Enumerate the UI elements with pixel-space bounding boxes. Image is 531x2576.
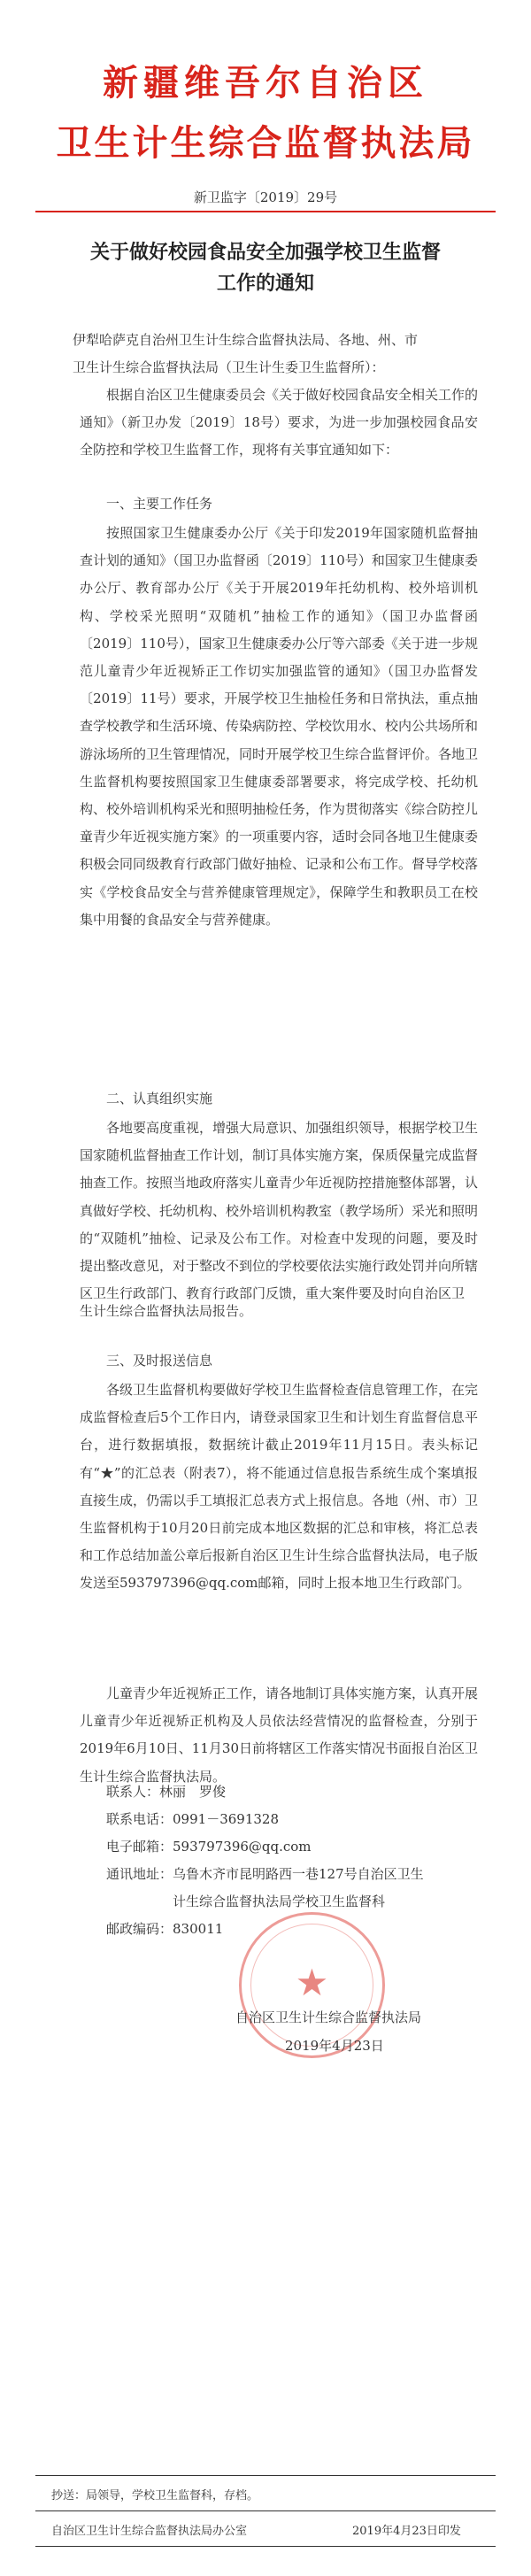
contact-phone-value: 0991－3691328 xyxy=(173,1811,279,1827)
official-seal-star-icon: ★ xyxy=(295,1961,329,2004)
contact-postcode-label: 邮政编码： xyxy=(106,1921,173,1937)
contact-phone-label: 联系电话： xyxy=(106,1811,173,1827)
contact-email-label: 电子邮箱： xyxy=(106,1839,173,1855)
document-title-line2: 工作的通知 xyxy=(216,272,314,295)
section-body-implementation-continued: 生计生综合监督执法局报告。 xyxy=(80,1303,253,1319)
contact-address-line2: 计生综合监督执法局学校卫生监督科 xyxy=(173,1893,386,1909)
contact-address xyxy=(106,1864,424,1883)
issuer-header-line1: 新疆维吾尔自治区 xyxy=(103,62,428,104)
recipients-line1: 伊犁哈萨克自治州卫生计生综合监督执法局、各地、州、市 xyxy=(73,332,419,348)
contact-address-line1: 乌鲁木齐市昆明路西一巷127号自治区卫生 xyxy=(173,1866,424,1882)
footer-rule-top xyxy=(35,2475,496,2476)
footer-rule-middle xyxy=(35,2510,496,2511)
issuer-header-line2: 卫生计生综合监督执法局 xyxy=(56,122,475,164)
contact-postcode-value: 830011 xyxy=(173,1921,224,1937)
section-body-tasks: 按照国家卫生健康委办公厅《关于印发2019年国家随机监督抽查计划的通知》（国卫办监督函〔2019〕110号）和国家卫生健康委办公厅、教育部办公厅《关于开展2019年托幼机构、校外培训机构、学校采光照明“双随机”抽检工作的通知》（国卫办监督函〔2019〕110号），国家卫生健康委办公厅等六部委《关于进一步规范儿童青少年近视矫正工作切实加强监管的通知》（国卫办监督发〔2019〕11号）要求，开展学校卫生抽检任务和日常执法，重点抽查学校教学和生活环境、传染病防控、学校饮用水、校内公共场所和游泳场所的卫生管理情况，同时开展学校卫生综合监督评价。各地卫生监督机构要按照国家卫生健康委部署要求，将完成学校、托幼机构、校外培训机构采光和照明抽检任务，作为贯彻落实《综合防控儿童青少年近视实施方案》的一项重要内容，适时会同各地卫生健康委积极会同同级教育行政部门做好抽检、记录和公布工作。督导学校落实《学校食品安全与营养健康管理规定》，保障学生和教职员工在校集中用餐的食品安全与营养健康。 xyxy=(80,525,479,928)
intro-paragraph: 根据自治区卫生健康委员会《关于做好校园食品安全相关工作的通知》（新卫办发〔2019〕18号）要求，为进一步加强校园食品安全防控和学校卫生监督工作，现将有关事宜通知如下： xyxy=(80,387,479,459)
section-body-implementation: 各地要高度重视，增强大局意识、加强组织领导，根据学校卫生国家随机监督抽查工作计划，制订具体实施方案，保质保量完成监督抽查工作。按照当地政府落实儿童青少年近视防控措施整体部署，认真做好学校、托幼机构、校外培训机构教室（教学场所）采光和照明的“双随机”抽检、记录及公布工作。对检查中发现的问题，要及时提出整改意见，对于整改不到位的学校要依法实施行政处罚并向所辖区卫生行政部门、教育行政部门反馈，重大案件要及时向自治区卫 xyxy=(80,1120,479,1302)
contact-phone xyxy=(106,1809,279,1828)
document-number: 新卫监字〔2019〕29号 xyxy=(193,189,338,205)
issue-date: 2019年4月23日印发 xyxy=(352,2525,461,2538)
section-body-reporting: 各级卫生监督机构要做好学校卫生监督检查信息管理工作，在完成监督检查后5个工作日内，请登录国家卫生和计划生育监督信息平台，进行数据填报，数据统计截止2019年11月15日。表头标记有“★”的汇总表（附表7），将不能通过信息报告系统生成个案填报直接生成，仍需以手工填报汇总表方式上报信息。各地（州、市）卫生监督机构于10月20日前完成本地区数据的汇总和审核，将汇总表和工作总结加盖公章后报新自治区卫生计生综合监督执法局，电子版发送至593797396@qq.com邮箱，同时上报本地卫生行政部门。 xyxy=(80,1382,479,1592)
footer-rule-bottom xyxy=(35,2546,496,2547)
section-heading-tasks: 一、主要工作任务 xyxy=(106,496,213,512)
contact-people xyxy=(106,1782,226,1801)
signing-organization: 自治区卫生计生综合监督执法局 xyxy=(235,2009,422,2025)
contact-address-label: 通讯地址： xyxy=(106,1866,173,1882)
document-title-line1: 关于做好校园食品安全加强学校卫生监督 xyxy=(89,241,441,264)
contact-people-value: 林丽 罗俊 xyxy=(159,1784,227,1800)
contact-email xyxy=(106,1837,312,1855)
section-heading-reporting: 三、及时报送信息 xyxy=(106,1353,213,1369)
section-body-myopia: 儿童青少年近视矫正工作，请各地制订具体实施方案，认真开展儿童青少年近视矫正机构及人员依法经营情况的监督检查，分别于2019年6月10日、11月30日前将辖区工作落实情况书面报自治区卫生计生综合监督执法局。 xyxy=(80,1685,479,1785)
contact-people-label: 联系人： xyxy=(106,1784,160,1800)
contact-postcode xyxy=(106,1919,223,1938)
header-divider xyxy=(35,211,496,212)
signing-date: 2019年4月23日 xyxy=(285,2038,384,2054)
cc-line: 抄送：局领导，学校卫生监督科，存档。 xyxy=(51,2489,259,2503)
issuing-office: 自治区卫生计生综合监督执法局办公室 xyxy=(51,2525,248,2538)
section-heading-implementation: 二、认真组织实施 xyxy=(106,1091,213,1107)
recipients-line2: 卫生计生综合监督执法局（卫生计生委卫生监督所）： xyxy=(73,359,385,375)
contact-email-value: 593797396@qq.com xyxy=(173,1839,312,1855)
